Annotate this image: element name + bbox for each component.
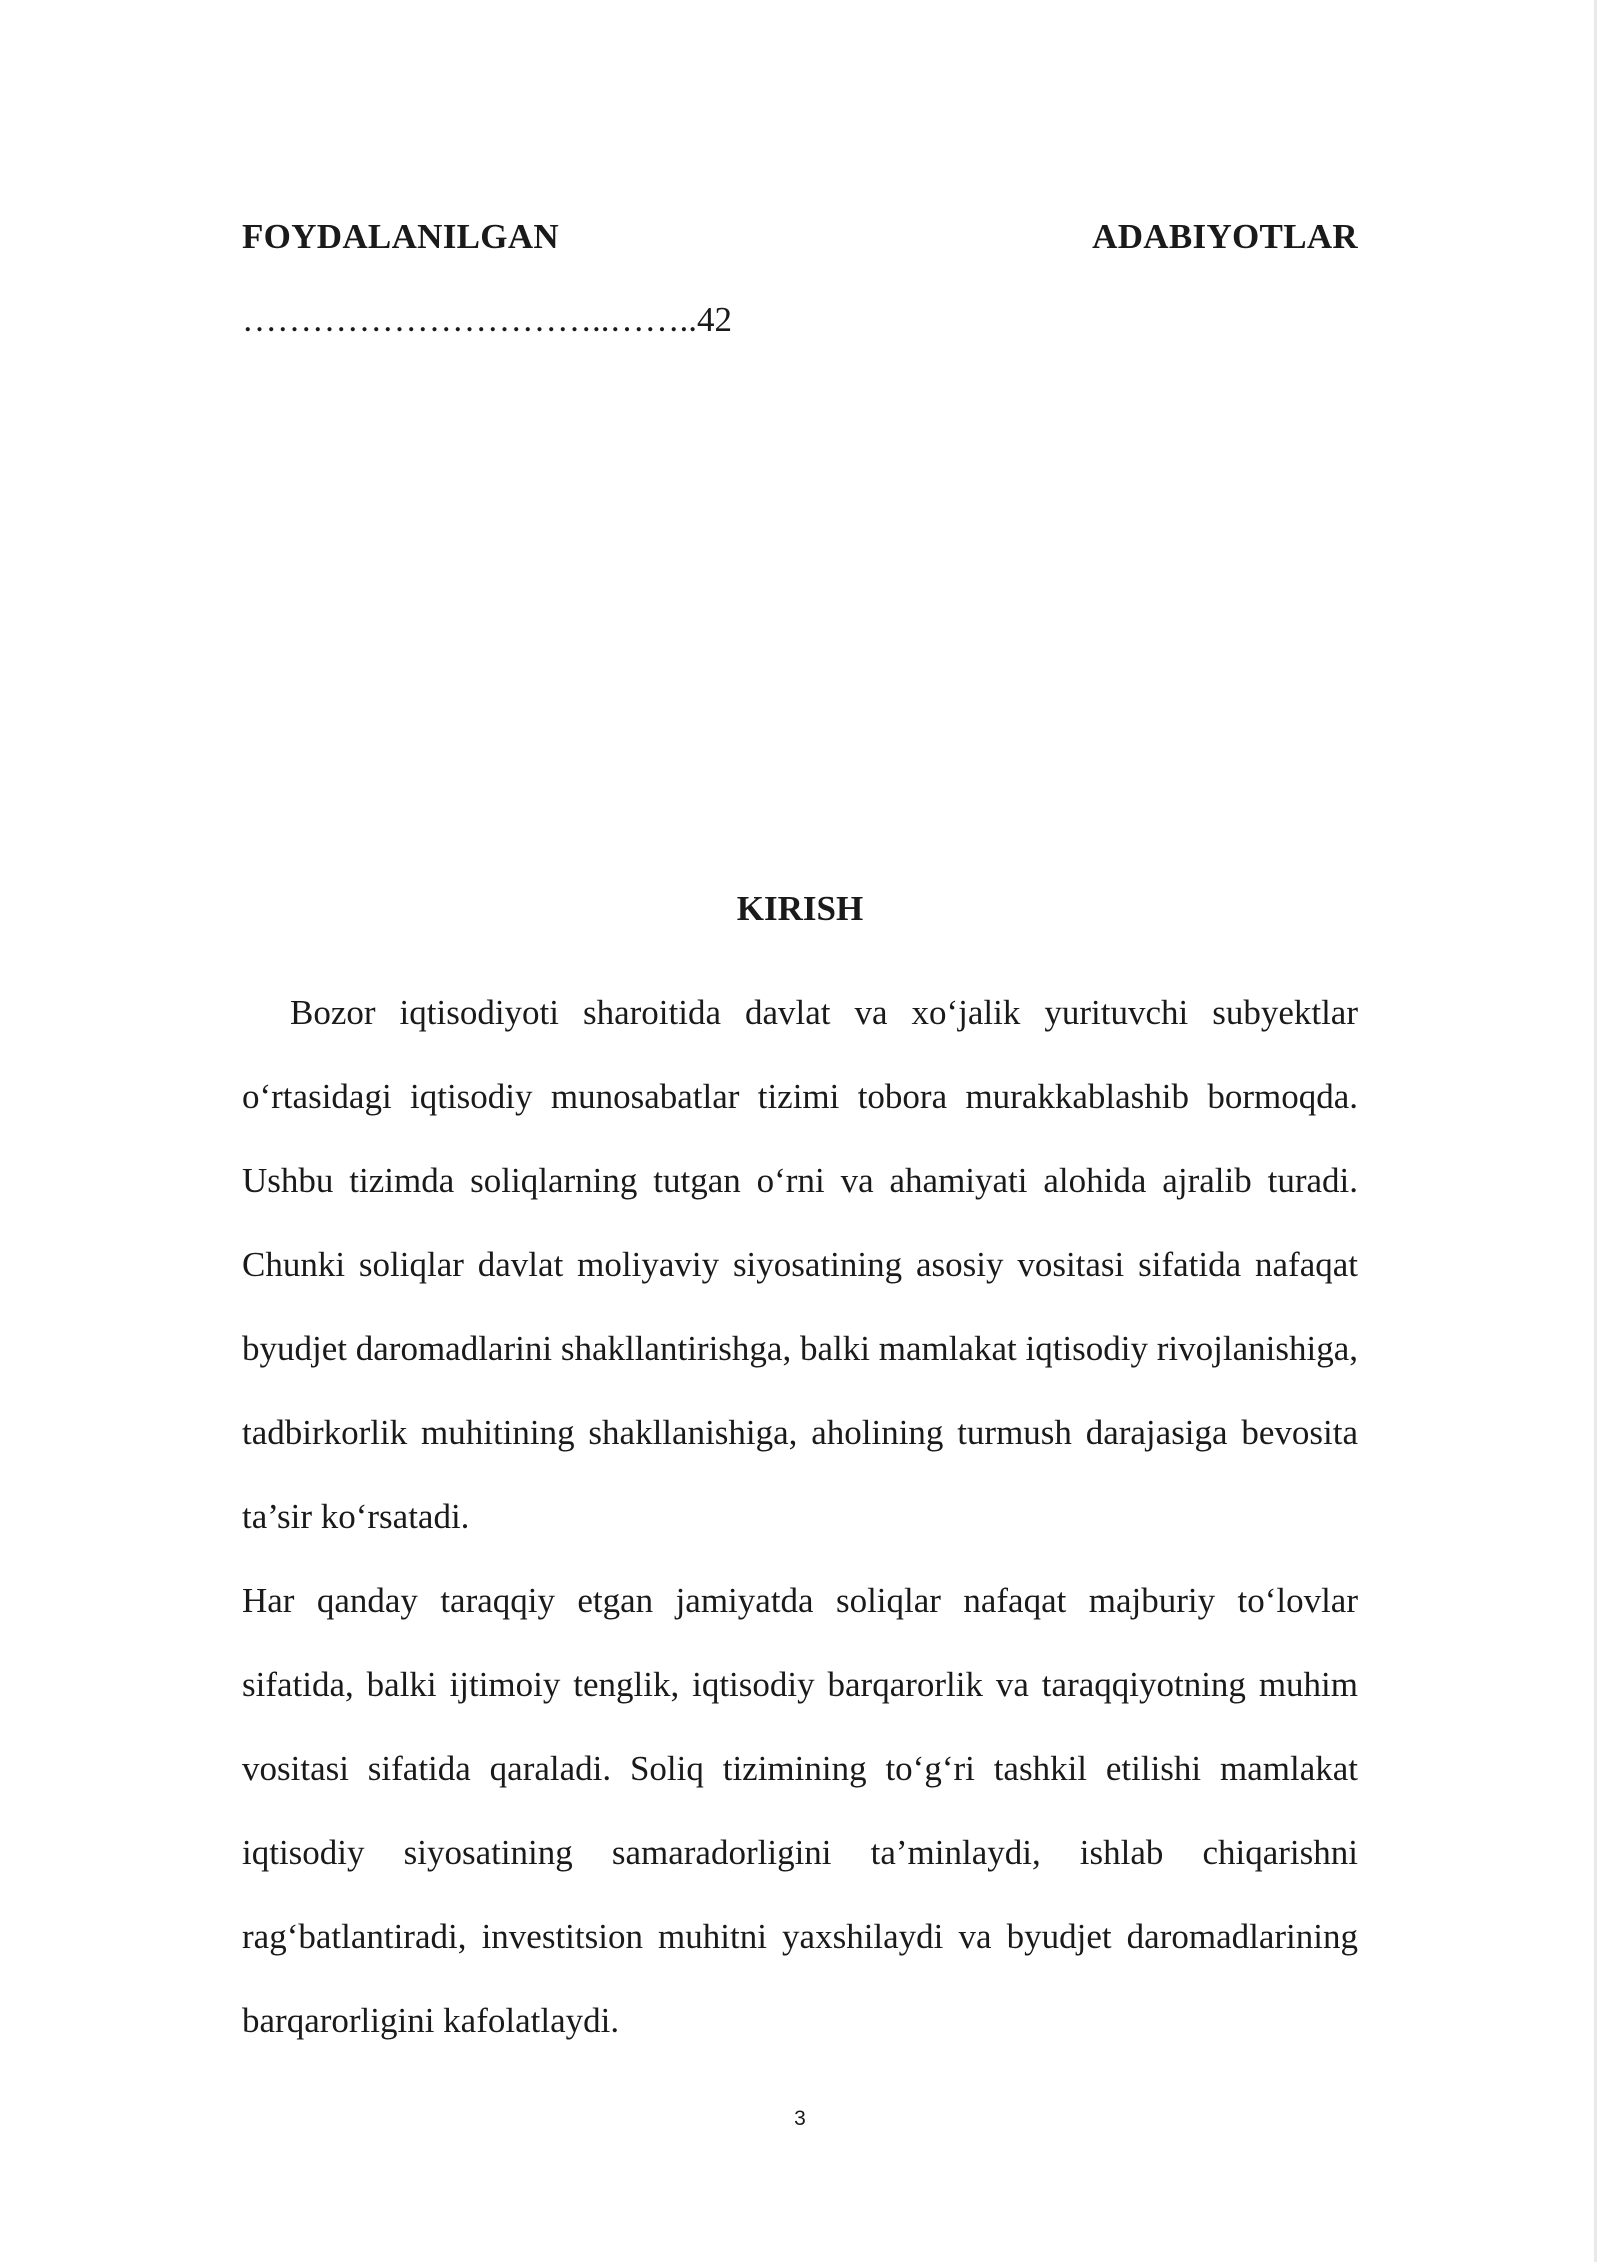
section-body (242, 971, 1358, 2063)
section-heading: KIRISH (736, 889, 864, 928)
paragraph-1: Bozor iqtisodiyoti sharoitida davlat va xo‘jalik yurituvchi subyektlar o‘rtasidagi iqtisodiy munosabatlar tizimi tobora murakkablashib bormoqda. Ushbu tizimda soliqlarning tutgan o‘rni va ahamiyati alohida ajralib turadi. Chunki soliqlar davlat moliyaviy siyosatining asosiy vositasi sifatida nafaqat byudjet daromadlarini shakllantirishga, balki mamlakat iqtisodiy rivojlanishiga, tadbirkorlik muhitining shakllanishiga, aholining turmush darajasiga bevosita ta’sir ko‘rsatadi. (242, 993, 1358, 1536)
toc-entry (242, 215, 1358, 259)
page-number: 3 (794, 2107, 806, 2130)
page-edge-line (1594, 0, 1597, 2262)
paragraph-2: Har qanday taraqqiy etgan jamiyatda soliqlar nafaqat majburiy to‘lovlar sifatida, balki ijtimoiy tenglik, iqtisodiy barqarorlik va taraqqiyotning muhim vositasi sifatida qaraladi. Soliq tizimining to‘g‘ri tashkil etilishi mamlakat iqtisodiy siyosatining samaradorligini ta’minlaydi, ishlab chiqarishni rag‘batlantiradi, investitsion muhitni yaxshilaydi va byudjet daromadlarining barqarorligini kafolatlaydi. (242, 1581, 1358, 2040)
toc-leader-page-number: …………………………..……..42 (242, 300, 732, 339)
toc-entry-word-2: ADABIYOTLAR (1092, 217, 1358, 256)
toc-entry-word-1: FOYDALANILGAN (242, 217, 559, 256)
